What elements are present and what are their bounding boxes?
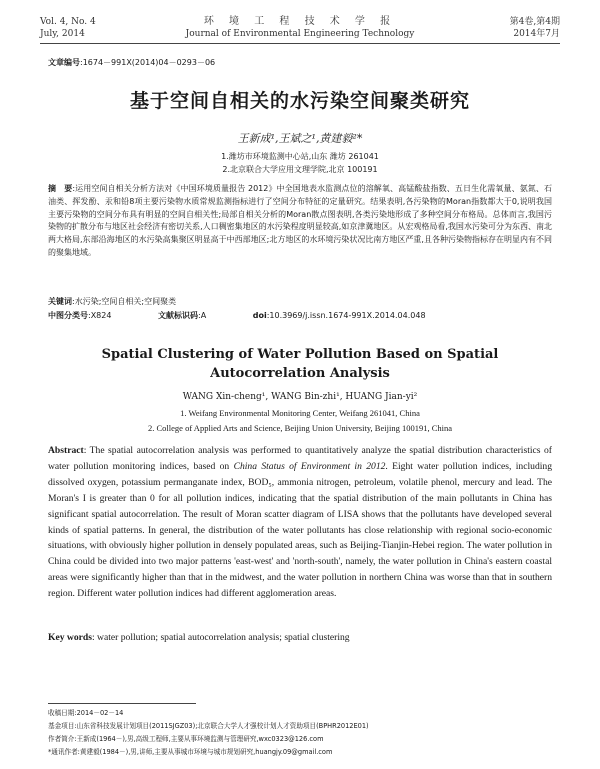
affiliation-en-2: 2. College of Applied Arts and Science, Beijing Union University, Beijing 100191, China <box>148 423 452 433</box>
abstract-cn <box>48 183 552 260</box>
document-code <box>158 311 206 320</box>
article-number-label: 文章编号 <box>48 58 80 67</box>
footnote-author-bio: 作者简介:王新成(1964－),男,高级工程师,主要从事环境监测与管理研究,wxc0323@126.com <box>48 735 324 743</box>
title-en-line-2: Autocorrelation Analysis <box>210 366 390 381</box>
footnote-divider <box>48 703 196 704</box>
header-divider <box>40 43 560 44</box>
affiliation-en-1: 1. Weifang Environmental Monitoring Center, Weifang 261041, China <box>180 408 420 418</box>
abstract-en <box>48 443 552 602</box>
header-issue-cn: 第4卷,第4期 <box>509 17 560 27</box>
abstract-en-label: Abstract <box>48 445 84 456</box>
clc-value: :X824 <box>88 311 112 320</box>
journal-name-en: Journal of Environmental Engineering Technology <box>185 29 415 39</box>
title-cn: 基于空间自相关的水污染空间聚类研究 <box>129 90 470 112</box>
doi-value: :10.3969/j.issn.1674-991X.2014.04.048 <box>266 311 426 320</box>
abstract-cn-text: :运用空间自相关分析方法对《中国环境质量报告 2012》中全国地表水监测点位的溶解氧、高锰酸盐指数、五日生化需氧量、氨氮、石油类、挥发酚、汞和铅8项主要污染物水质常规监测指标进行了空间分布特征的定量研究。结果表明,各污染物的Moran指数都大于0,说明我国主要污染物的空间分布具有明显的空间自相关性;局部自相关分析的Moran散点图表明,各类污染地形成了多种空间分布格局。总体而言,我国污染物的扩散分布与地区社会经济有密切关系,人口稠密集地区的水污染程度明显较高,如京津冀地区。从宏观格局看,我国水污染可分为东西、南北两大格局,东部沿海地区的水污染高集聚区明显高于中西部地区;北方地区的水环境污染状况比南方地区严重,且各种污染物指标存在明显内有不同的聚集地域。 <box>48 184 553 257</box>
doi-label: doi <box>252 311 267 320</box>
header-issue-info <box>510 16 560 40</box>
header-date-cn: 2014年7月 <box>513 29 560 39</box>
keywords-en <box>48 632 350 643</box>
abstract-en-part-1: : The spatial autocorrelation analysis was performed to quantitatively analyze the spatial distribution characteristics of water pollution monitoring indices, based on <box>48 445 552 472</box>
article-number <box>48 57 215 68</box>
footnote-received: 收稿日期:2014－02－14 <box>48 709 124 717</box>
clc-label: 中图分类号 <box>48 311 88 320</box>
journal-name-cn: 环 境 工 程 技 术 学 报 <box>203 16 397 27</box>
authors-cn: 王新成¹,王斌之¹,黄建毅²* <box>237 132 363 145</box>
abstract-en-source-title: China Status of Environment in 2012 <box>233 460 386 472</box>
keywords-cn-label: 关键词 <box>48 297 72 306</box>
doc-code-label: 文献标识码 <box>158 311 198 320</box>
keywords-cn-text: :水污染;空间自相关;空间聚类 <box>72 297 177 306</box>
keywords-en-label: Key words <box>48 632 92 643</box>
keywords-en-text: : water pollution; spatial autocorrelation analysis; spatial clustering <box>91 632 350 643</box>
keywords-cn <box>48 296 176 307</box>
title-en <box>0 345 600 383</box>
doc-code-value: :A <box>198 311 207 320</box>
classification-row <box>48 310 426 321</box>
clc-number <box>48 311 111 320</box>
title-en-line-1: Spatial Clustering of Water Pollution Based on Spatial <box>101 347 499 362</box>
affiliation-cn-1: 1.潍坊市环境监测中心站,山东 潍坊 261041 <box>221 152 379 161</box>
footnote-funding: 基金项目:山东省科技发展计划项目(2011SJGZ03);北京联合大学人才强校计划人才资助项目(BPHR2012E01) <box>48 722 369 730</box>
header-date-en: July, 2014 <box>40 29 85 39</box>
header-volume: Vol. 4, No. 4 <box>40 17 96 27</box>
footnote-corresponding: *通讯作者:黄建毅(1984－),男,讲师,主要从事城市环境与城市规划研究,huangjy.09@gmail.com <box>48 748 333 756</box>
abstract-cn-label: 摘 要 <box>48 184 73 193</box>
article-number-value: :1674－991X(2014)04－0293－06 <box>80 58 216 67</box>
abstract-en-part-2: . Eight water pollution indices, including dissolved oxygen, potassium permanganate index, BOD₅, ammonia nitrogen, petroleum, volatile phenol, mercury and lead. The Moran's I is greater than 0 for all pollution indices, indicating that the spatial distribution of the main pollutants in China has significant spatial autocorrelation. The result of Moran scatter diagram of LISA shows that the pollutants have developed several kinds of spatial patterns. In general, the distribution of the water pollutants has close relationship with regional socio-economic situations, with obviously higher pollution in densely populated areas, such as Beijing-Tianjin-Hebei region. The water pollution in China could be divided into two major patterns 'east-west' and 'north-south', namely, the water pollution in China's eastern coastal areas were significantly higher than that in the midwest, and the water pollution in northern China was worse than that in southern region. Different water pollution indices had different agglomeration areas. <box>48 460 552 600</box>
authors-en: WANG Xin-cheng¹, WANG Bin-zhi¹, HUANG Jian-yi² <box>182 392 418 402</box>
doi <box>253 311 426 320</box>
affiliation-cn-2: 2.北京联合大学应用文理学院,北京 100191 <box>222 165 378 174</box>
